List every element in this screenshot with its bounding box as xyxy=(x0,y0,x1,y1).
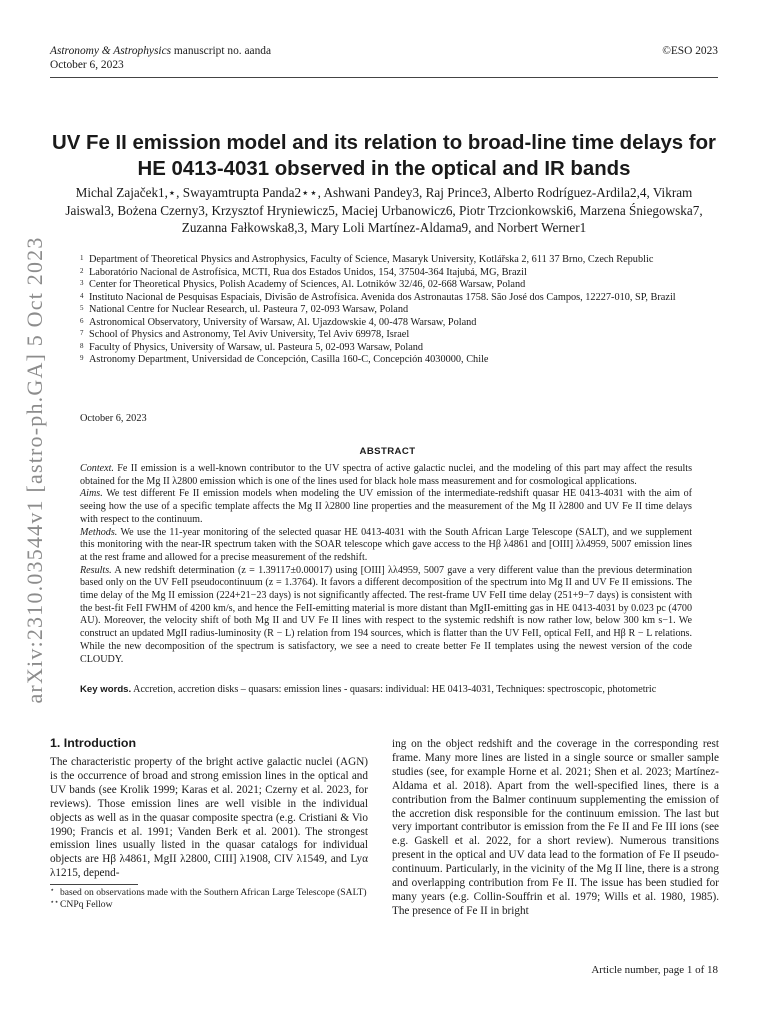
manuscript-label: manuscript no. aanda xyxy=(171,45,272,57)
footnote-rule xyxy=(50,884,138,885)
abstract-aims xyxy=(80,488,692,526)
abstract-results xyxy=(80,565,692,667)
footnote-text: based on observations made with the Southern African Large Telescope (SALT) xyxy=(60,887,367,898)
intro-right-column xyxy=(392,738,719,919)
intro-right-text: ing on the object redshift and the coverage in the corresponding rest frame. Many more lines are listed in a single source or smaller sample studies (see, for example Horne et al. 2021; Shen et al. 2023; Martínez-Aldama et al. 2018). Apart from the well-specified lines, there is a contribution from the Balmer continuum supplementing the emission of the accretion disk responsible for the continuum emission. The last but very important contributor is emission from the Fe II and Fe III ions (see e.g. Gaskell et al. 2022, for a short review). Numerous transitions present in the optical and UV data lead to the formation of Fe II pseudo-continuum. Particularly, in the vicinity of the Mg II line, there is a strong and overlapping contribution from Fe II. The issue has been studied for many years (e.g. Collin-Souffrin et al. 1979; Wills et al. 1980, 1985). The presence of Fe II in bright xyxy=(392,738,719,917)
affiliation-number: 6 xyxy=(80,316,84,325)
affiliation-number: 7 xyxy=(80,329,84,337)
affiliation-item xyxy=(80,292,695,305)
results-label: Results. xyxy=(80,564,112,576)
aims-text: We test different Fe II emission models when modeling the UV emission of the intermediate-redshift quasar HE 0413-4031 with the aim of seeing how the use of a specific template affects the Mg II λ2800 line properties and the measurement of the Mg II λ2800 and UV Fe II time delays with respect to the continuum. xyxy=(80,488,692,525)
methods-text: We use the 11-year monitoring of the selected quasar HE 0413-4031 with the South African Large Telescope (SALT), and we supplement this monitoring with the near-IR spectrum taken with the SOAR telescope which gave access to the Hβ λ4861 and [OIII] λλ4959, 5007 emission lines at the rest frame and allowed for a precise measurement of the redshift. xyxy=(80,526,692,563)
footnote-text: CNPq Fellow xyxy=(60,898,113,910)
abstract-context xyxy=(80,463,692,488)
results-text: A new redshift determination (z = 1.39117±0.00017) using [OIII] λλ4959, 5007 gave a very different value than the previous determination based only on the UV FeII pseudocontinuum (z = 1.3764). It favors a different decomposition of the spectrum into Mg II and UV Fe II emissions. The time delay of the Mg II emission (224+21−23 days) is not significantly affected. The rest-frame UV FeII time delay (251+9−7 days) is consistent with the best-fit FeII FWHM of 4200 km/s, and hence the FeII-emitting material is more distant than MgII-emitting gas in HE 0413-4031 by 0.023 pc (4700 AU). Moreover, the velocity shift of both Mg II and UV Fe II lines with respect to the systemic redshift is now rather low, below 300 km s−1. We construct an updated MgII radius-luminosity (R − L) relation from 194 sources, which is flatter than the UV FeII, optical FeII, and Hβ R − L relations. While the new decomposition of the spectrum is satisfactory, we see a need to create better Fe II templates using the newest version of the code CLOUDY. xyxy=(80,564,692,665)
abstract-body xyxy=(80,463,692,666)
affiliation-text: Faculty of Physics, University of Warsaw, ul. Pasteura 5, 02-093 Warsaw, Poland xyxy=(89,341,424,353)
keywords-label: Key words. xyxy=(80,684,132,695)
submission-date: October 6, 2023 xyxy=(80,413,147,424)
affiliation-item xyxy=(80,342,695,355)
intro-left-text: The characteristic property of the bright active galactic nuclei (AGN) is the occurrence of broad and strong emission lines in the optical and UV bands (see Krolik 1999; Karas et al. 2021; Czerny et al. 2023, for reviews). Those emission lines are well visible in the individual objects as well as in the quasar composite spectra (e.g. Cristiani & Vio 1990; Francis et al. 1991; Vanden Berk et al. 2001). The strongest emission lines usually listed in the quasar catalogs for individual objects are Hβ λ4861, MgII λ2800, CIII] λ1908, CIV λ1549, and Lyα λ1215, depend- xyxy=(50,756,368,880)
paper-title: UV Fe II emission model and its relation to broad-line time delays for HE 0413-4031 observed in the optical and IR bands xyxy=(52,132,716,180)
footnote-item xyxy=(50,899,370,911)
affiliation-number: 2 xyxy=(80,266,84,275)
abstract-methods xyxy=(80,527,692,565)
aims-label: Aims. xyxy=(80,488,103,500)
footnote-item xyxy=(50,887,370,899)
header-rule xyxy=(50,77,718,78)
footnotes xyxy=(50,887,370,911)
affiliation-number: 1 xyxy=(80,254,84,262)
footnote-mark: ⋆ xyxy=(50,886,55,894)
affiliation-item xyxy=(80,267,695,280)
affiliation-text: Instituto Nacional de Pesquisas Espaciais, Divisão de Astrofísica. Avenida dos Astronautas 1758. São José dos Campos, 12227-010, SP, Brazil xyxy=(89,291,676,303)
keywords xyxy=(80,684,692,697)
journal-name: Astronomy & Astrophysics xyxy=(50,45,172,57)
arxiv-stamp[interactable]: arXiv:2310.03544v1 [astro-ph.GA] 5 Oct 2023 xyxy=(22,236,47,704)
running-header xyxy=(50,44,271,72)
copyright: ©ESO 2023 xyxy=(662,45,718,57)
affiliation-item xyxy=(80,317,695,330)
header-date: October 6, 2023 xyxy=(50,59,124,71)
affiliation-number: 9 xyxy=(80,354,84,362)
affiliation-item xyxy=(80,279,695,292)
affiliation-item xyxy=(80,329,695,342)
methods-label: Methods. xyxy=(80,526,118,538)
affiliation-text: School of Physics and Astronomy, Tel Aviv University, Tel Aviv 69978, Israel xyxy=(89,329,410,340)
section-heading-introduction: 1. Introduction xyxy=(50,736,137,750)
affiliation-item xyxy=(80,354,695,367)
affiliation-item xyxy=(80,254,695,267)
affiliations xyxy=(80,254,695,367)
footnote-mark: ⋆⋆ xyxy=(50,897,59,906)
author-list: Michal Zajaček1,⋆, Swayamtrupta Panda2⋆⋆, Ashwani Pandey3, Raj Prince3, Alberto Rodríguez-Ardila2,4, Vikram Jaiswal3, Bożena Czerny3, Krzysztof Hryniewicz5, Maciej Urbanowicz6, Piotr Trzcionkowski6, Marzena Śniegowska7, Zuzanna Fałkowska8,3, Mary Loli Martínez-Aldama9, and Norbert Werner1 xyxy=(65,185,703,235)
intro-left-column xyxy=(50,756,368,881)
affiliation-text: National Centre for Nuclear Research, ul. Pasteura 7, 02-093 Warsaw, Poland xyxy=(89,304,409,315)
affiliation-number: 8 xyxy=(80,341,84,350)
abstract-heading: ABSTRACT xyxy=(359,446,416,457)
affiliation-number: 4 xyxy=(80,291,84,300)
affiliation-text: Department of Theoretical Physics and Astrophysics, Faculty of Science, Masaryk University, Kotlářska 2, 611 37 Brno, Czech Republic xyxy=(89,254,654,265)
context-label: Context. xyxy=(80,463,114,474)
affiliation-text: Laboratório Nacional de Astrofísica, MCTI, Rua dos Estados Unidos, 154, 37504-364 Itajubá, MG, Brazil xyxy=(89,266,527,278)
affiliation-text: Astronomy Department, Universidad de Concepción, Casilla 160-C, Concepción 4030000, Chile xyxy=(89,354,489,365)
affiliation-item xyxy=(80,304,695,317)
page-number: Article number, page 1 of 18 xyxy=(591,964,718,976)
affiliation-number: 3 xyxy=(80,279,84,287)
affiliation-number: 5 xyxy=(80,304,84,312)
affiliation-text: Astronomical Observatory, University of Warsaw, Al. Ujazdowskie 4, 00-478 Warsaw, Poland xyxy=(89,316,477,328)
affiliation-text: Center for Theoretical Physics, Polish Academy of Sciences, Al. Lotników 32/46, 02-668 Warsaw, Poland xyxy=(89,279,526,290)
context-text: Fe II emission is a well-known contributor to the UV spectra of active galactic nuclei, and the modeling of this part may affect the results obtained for the Mg II λ2800 emission which is one of the lines used for black hole mass measurement and for cosmological applications. xyxy=(80,463,692,487)
keywords-text: Accretion, accretion disks – quasars: emission lines - quasars: individual: HE 0413-4031, Techniques: spectroscopic, photometric xyxy=(131,684,657,695)
